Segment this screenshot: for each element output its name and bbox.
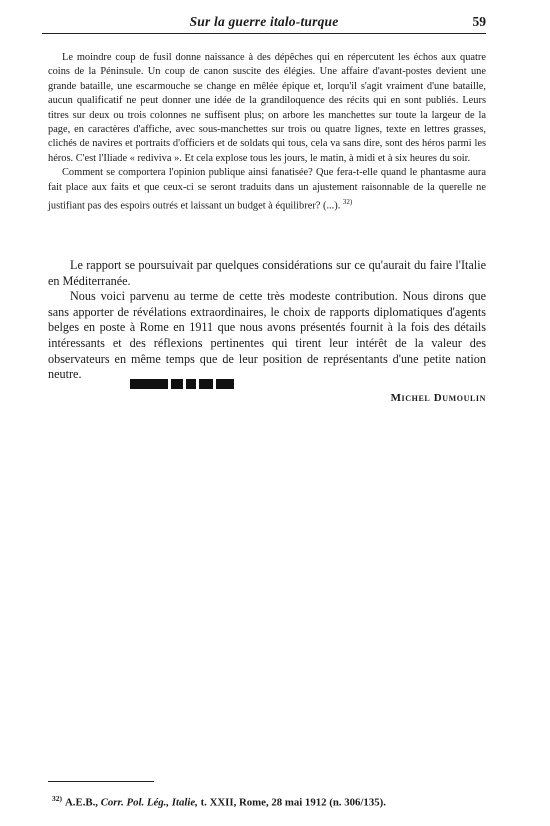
footnote: [52, 794, 492, 809]
quote-paragraph: [48, 166, 486, 214]
page-number: 59: [472, 14, 486, 29]
ink-smudge: [130, 379, 234, 389]
body-paragraph: Nous voici parvenu au terme de cette très modeste contribution. Nous dirons que sans apporter de révélations extraordinaires, le choix de rapports diplomatiques d'agents belges en poste à Rome en 1911 que nous avons présentés fournit à la fois des détails intéressants et des réflexions pertinentes qui tirent leur intérêt de la valeur des observateurs en même temps que de leur position de représentants d'une petite nation neutre.: [48, 289, 486, 382]
quote-paragraph-text: Comment se comportera l'opinion publique ainsi fanatisée? Que fera-t-elle quand le phantasme aura fait place aux faits et que ceux-ci se seront traduits dans un ajustement raisonnable de la querelle ne justifiant pas des espoirs outrés et laissant un budget à équilibrer? (...).: [48, 167, 486, 212]
footnote-prefix: A.E.B.,: [65, 796, 101, 809]
footnote-source: Corr. Pol. Lég., Italie,: [100, 796, 198, 809]
author-signature: Michel Dumoulin: [390, 392, 486, 404]
quote-paragraph: Le moindre coup de fusil donne naissance à des dépêches qui en répercutent les échos aux quatre coins de la Péninsule. Un coup de canon suscite des élégies. Une affaire d'avant-postes devient une grande bataille, une escarmouche se change en mêlée épique et, lorqu'il s'agit vraiment d'une bataille, aucun qualificatif ne peut donner une idée de la grandiloquence des récits qui en sont publiés. Leurs titres sur deux ou trois colonnes ne suffisent plus; on arbore les manchettes sur toute la largeur de la page, en caractères d'affiche, avec sous-manchettes sur trois ou quatre lignes, texte en lettres grasses, clichés de navires et portraits d'officiers et de soldats qui tous, cela va sans dire, sont des héros parmi les héros. C'est l'Iliade « rediviva ». Et cela explose tous les jours, le matin, à midi et à six heures du soir.: [48, 52, 486, 164]
body-paragraph: Le rapport se poursuivait par quelques considérations sur ce qu'aurait du faire l'Italie en Méditerranée.: [48, 258, 486, 288]
footnote-marker: 32): [52, 794, 62, 803]
main-text: [48, 258, 486, 383]
running-title: Sur la guerre italo-turque: [189, 14, 339, 29]
header-rule: [42, 33, 486, 34]
footnote-reference: 32): [342, 198, 353, 207]
running-header: [42, 14, 486, 34]
block-quote: [48, 51, 486, 214]
footnote-rule: [48, 781, 154, 782]
footnote-rest: t. XXII, Rome, 28 mai 1912 (n. 306/135).: [197, 796, 386, 809]
